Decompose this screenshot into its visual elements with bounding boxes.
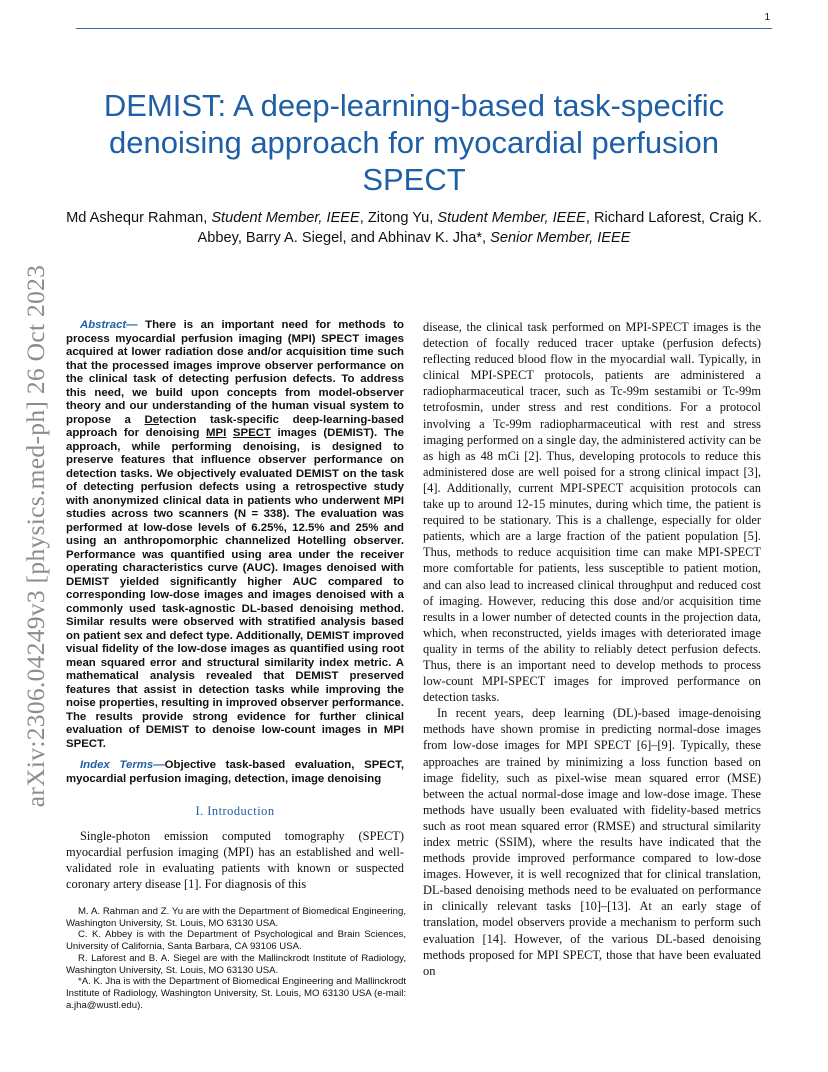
abstract (66, 319, 404, 751)
abstract-mpi-rest: PI (215, 427, 227, 439)
section-heading-introduction: I. Introduction (195, 804, 275, 818)
author-others: , Richard Laforest, Craig K. Abbey, Barry A. Siegel, and Abhinav K. Jha*, (197, 210, 762, 246)
left-column (66, 319, 404, 892)
author-rahman: Md Ashequr Rahman, (66, 210, 212, 226)
right-column (423, 319, 761, 979)
abstract-label: Abstract— (80, 319, 138, 331)
author-rahman-role: Student Member, IEEE (211, 210, 360, 226)
abstract-text-2: tection task-specific deep-learning-based approach for denoising (66, 413, 404, 439)
paper-title: DEMIST: A deep-learning-based task-specific denoising approach for myocardial perfusion SPECT (103, 88, 725, 197)
arxiv-identifier: arXiv:2306.04249v3 [physics.med-ph] 26 Oct 2023 (21, 264, 51, 808)
abstract-underlined-de: De (144, 413, 160, 426)
abstract-text-1: There is an important need for methods to process myocardial perfusion imaging (MPI) SPECT images acquired at lower radiation dose and/or acquisition time such that the processed images improve observer performance on the clinical task of detecting perfusion defects. To address this need, we build upon concepts from model-observer theory and our understanding of the human visual system to propose a (66, 319, 404, 426)
footnote-laforest-siegel: R. Laforest and B. A. Siegel are with the Mallinckrodt Institute of Radiology, Washington University, St. Louis, MO 63130 USA. (66, 952, 406, 976)
header-rule (76, 28, 772, 29)
author-list (62, 209, 766, 248)
author-yu: , Zitong Yu, (359, 210, 438, 226)
author-yu-role: Student Member, IEEE (437, 210, 586, 226)
author-jha-role: Senior Member, IEEE (490, 229, 631, 246)
abstract-space (226, 427, 233, 439)
index-terms (66, 759, 404, 786)
footnote-rahman-yu: M. A. Rahman and Z. Yu are with the Department of Biomedical Engineering, Washington University, St. Louis, MO 63130 USA. (66, 906, 406, 929)
index-terms-text: Objective task-based evaluation, SPECT, myocardial perfusion imaging, detection, image denoising (66, 759, 404, 785)
abstract-spect-rest: PECT (240, 427, 271, 439)
intro-paragraph-right-2: In recent years, deep learning (DL)-based image-denoising methods have shown promise in predicting normal-dose images from low-dose images for MPI SPECT [6]–[9]. Typically, these approaches are trained by minimizing a loss function based on image fidelity, such as pixel-wise mean squared error (MSE) between the actual normal-dose image and low-dose image. These methods have usually been evaluated with fidelity-based metrics such as root mean squared error (RMSE) and structural similarity index metric (SSIM), where the results have indicated that the methods provide improved performance compared to low-dose images. However, it is well recognized that for clinical translation, DL-based denoising methods need to be evaluated on performance in clinically relevant tasks [10]–[13]. At an early stage of translation, model observers provide a mechanism to perform such evaluation [14]. However, of the various DL-based denoising methods proposed for MPI SPECT, those that have been evaluated on (423, 706, 761, 978)
footnote-jha: *A. K. Jha is with the Department of Biomedical Engineering and Mallinckrodt Institute of Radiology, Washington University, St. Louis, MO 63130 USA (e-mail: a.jha@wustl.edu). (66, 976, 406, 1011)
page-number: 1 (764, 12, 770, 23)
abstract-underlined-m: M (206, 427, 216, 439)
intro-paragraph-right-1: disease, the clinical task performed on MPI-SPECT images is the detection of focally reduced tracer uptake (perfusion defects) reflecting reduced blood flow in the myocardial wall. Typically, in clinical MPI-SPECT protocols, patients are administered a radiopharmaceutical tracer, such as Tc-99m sestamibi or Tc-99m tetrofosmin, under stress and rest conditions. For a protocol involving a Tc-99m radiopharmaceutical with rest and stress imaging performed on a single day, the administered activity can be as high as 48 mCi [2]. Thus, developing protocols to reduce this administered dose are well poised for a strong clinical impact [3], [4]. Additionally, current MPI-SPECT acquisition protocols can take up to around 12-15 minutes, during which time, the patient is required to be stationary. This is a challenge, especially for older patients, which are a large fraction of the patient population [5]. Thus, methods to reduce acquisition time can make MPI-SPECT more comfortable for patients, less susceptible to patient motion, and can also lead to increased clinical throughput and reduced cost of imaging. However, reducing this dose and/or acquisition time results in a lower number of detected counts in the projection data, which, when reconstructed, yields images with deteriorated image quality in terms of the ability to reliably detect perfusion defects. Thus, there is an important need to develop methods to process low-count MPI-SPECT images for improved performance on detection tasks. (423, 320, 761, 705)
footnotes (66, 906, 406, 1011)
intro-paragraph-left: Single-photon emission computed tomography (SPECT) myocardial perfusion imaging (MPI) has an established and well-validated role in evaluating patients with known or suspected coronary artery disease [1]. For diagnosis of this (66, 829, 404, 892)
abstract-text-3: images (DEMIST). The approach, while performing denoising, is designed to preserve features that influence observer performance on detection tasks. We objectively evaluated DEMIST on the task of detecting perfusion defects using a retrospective study with anonymized clinical data in patients who underwent MPI studies across two scanners (N = 338). The evaluation was performed at low-dose levels of 6.25%, 12.5% and 25% and using an anthropomorphic channelized Hotelling observer. Performance was quantified using area under the receiver operating characteristics curve (AUC). Images denoised with DEMIST yielded significantly higher AUC compared to corresponding low-dose images and images denoised with a commonly used task-agnostic DL-based denoising method. Similar results were observed with stratified analysis based on patient sex and defect type. Additionally, DEMIST improved visual fidelity of the low-dose images as quantified using root mean squared error and structural similarity index metric. A mathematical analysis revealed that DEMIST preserved features that assist in detection tasks while improving the noise properties, resulting in improved observer performance. The results provide strong evidence for further clinical evaluation of DEMIST to denoise low-count images in MPI SPECT. (66, 427, 404, 750)
arxiv-stamp (16, 248, 56, 824)
abstract-underlined-s: S (232, 427, 241, 439)
index-terms-label: Index Terms— (80, 759, 165, 771)
footnote-abbey: C. K. Abbey is with the Department of Psychological and Brain Sciences, University of California, Santa Barbara, CA 93106 USA. (66, 929, 406, 953)
